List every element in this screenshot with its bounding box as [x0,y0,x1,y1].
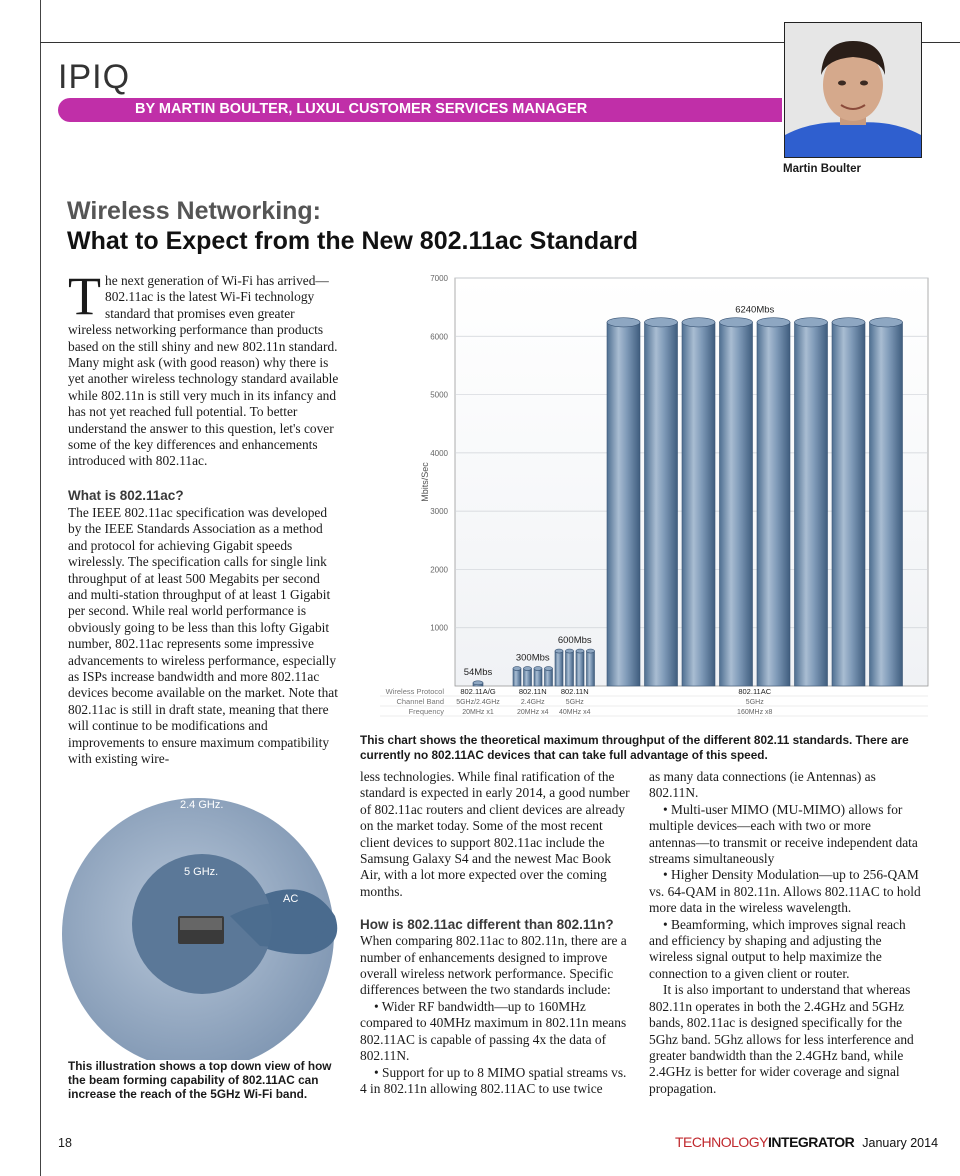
chart-bar-cap [566,649,574,653]
chart-bar [720,322,753,686]
chart-bar-cap [870,318,903,327]
bullet-wider-bandwidth: • Wider RF bandwidth—up to 160MHz compared to 40MHz maximum in 802.11n means 802.11AC is capable of passing 4x the data of 802.11N. [360,998,627,1064]
chart-bar-cap [524,667,532,671]
magazine-name-part-2: INTEGRATOR [768,1134,855,1150]
x-category-band: 5GHz [745,699,764,706]
chart-bar-cap [513,667,521,671]
data-label: 300Mbs [515,652,550,664]
byline: BY MARTIN BOULTER, LUXUL CUSTOMER SERVICES MANAGER [135,101,588,117]
data-label: 6240Mbs [735,304,775,316]
headline-line-1: Wireless Networking: [67,197,322,225]
chart-bar-cap [645,318,678,327]
x-category-protocol: 802.11N [560,687,589,696]
chart-bar-cap [587,649,595,653]
chart-svg [380,268,940,723]
chart-bar [513,669,521,686]
middle-para-1: less technologies. While final ratification of the standard is expected in early 2014, a good number of 802.11ac routers and client devices are already on the market today. Some of the most recent client devices to support 802.11ac include the Samsung Galaxy S4 and the newest Mac Book Air, with a lot more expected over the coming months. [360,769,630,899]
x-category-band: 5GHz/2.4GHz [456,699,500,706]
middle-para-2: When comparing 802.11ac to 802.11n, there are a number of enhancements designed to improve overall wireless network performance. Specific differences between the two standards include: [360,933,627,998]
x-category-protocol: 802.11N [518,687,547,696]
y-tick-label: 6000 [430,332,448,342]
intro-paragraph [68,266,340,470]
outer-label: 2.4 GHz. [180,799,224,811]
chart-bar-cap [473,681,483,685]
x-category-band: 5GHz [565,699,584,706]
chart-bar [757,322,790,686]
x-category-protocol: 802.11A/G [460,687,496,696]
section-label: IPIQ [58,58,131,96]
chart-bar [545,669,553,686]
chart-bar-cap [534,667,542,671]
chart-bar [524,669,532,686]
middle-column [360,769,632,1097]
right-para-2: It is also important to understand that whereas 802.11n operates in both the 2.4GHz and 5GHz bands, 802.11ac is designed specifically for the 5Ghz band. 5Ghz allows for less interference and greater bandwidth than the 2.4GHz band, while 2.4GHz is better for wider coverage and signal propagation. [649,982,914,1096]
chart-bar [566,651,574,686]
row-label: Wireless Protocol [385,687,444,696]
what-is-paragraph: The IEEE 802.11ac specification was developed by the IEEE Standards Association as a method and protocol for achieving Gigabit speeds wirelessly. The specification calls for single link throughput of at least 500 Megabits per second and multi-station throughput of at least 1 Gigabit per second. While real world performance is obviously going to be less than this lofty Gigabit number, 802.11ac represents some impressive advancements to wireless performance, especially as ISPs increase bandwidth and more 802.11ac devices become available on the market. Note that 802.11ac is still in draft state, meaning that there will continue to be modifications and improvements to ensure maximum compatibility with existing wire- [68,505,338,767]
bullet-modulation: • Higher Density Modulation—up to 256-QAM vs. 64-QAM in 802.11n. Allows 802.11AC to hold more data in the wireless wavelength. [649,867,921,916]
chart-bar [534,669,542,686]
chart-bar-cap [682,318,715,327]
bullet-beamforming: • Beamforming, which improves signal reach and efficiency by shaping and adjusting the wireless signal output to help maximize the connection to a given client or router. [649,916,906,981]
x-category-frequency: 40MHz x4 [558,709,591,716]
x-category-frequency: 20MHz x4 [516,709,549,716]
chart-bar [682,322,715,686]
author-photo [784,22,922,158]
left-margin-rule [40,0,41,1176]
row-label: Frequency [408,707,444,716]
beam-label: AC [283,893,299,905]
y-tick-label: 5000 [430,390,448,400]
chart-bar [795,322,828,686]
chart-bar [832,322,865,686]
page-number: 18 [58,1136,72,1150]
intro-text: he next generation of Wi-Fi has arrived—802.11ac is the latest Wi-Fi technology standard that promises even greater wireless networking performance than products based on the still shiny and new 802.11n standard. Many might ask (with good reason) why there is yet another wireless technology standard available while 802.11n is still very much in its infancy and has not yet reached full potential. To better understand the answer to this question, let's cover some of the key differences and enhancements introduced with 802.11ac. [68,273,339,469]
y-tick-label: 2000 [430,565,448,575]
y-axis-label: Mbits/Sec [420,462,430,502]
drop-cap: T [68,266,101,326]
inner-label: 5 GHz. [184,866,219,878]
chart-bar [645,322,678,686]
chart-bar-cap [832,318,865,327]
y-tick-label: 7000 [430,274,448,283]
how-different-heading: How is 802.11ac different than 802.11n? [360,917,614,933]
illustration-caption: This illustration shows a top down view of how the beam forming capability of 802.11AC can increase the reach of the 5GHz Wi-Fi band. [68,1059,332,1101]
bullet-mimo-streams: • Support for up to 8 MIMO spatial streams vs. 4 in 802.11n allowing 802.11AC to use twice [360,1064,627,1096]
x-category-frequency: 20MHz x1 [462,709,494,716]
footer-magazine [675,1134,938,1150]
y-tick-label: 3000 [430,507,448,517]
row-label: Channel Band [396,697,444,706]
headline [67,196,638,256]
chart-bar [587,651,595,686]
y-tick-label: 4000 [430,448,448,458]
beamforming-illustration [60,776,360,1060]
bullet-mu-mimo: • Multi-user MIMO (MU-MIMO) allows for multiple devices—each with two or more antennas—to transmit or receive independent data streams simultaneously [649,801,918,867]
chart-bar-cap [720,318,753,327]
author-caption: Martin Boulter [783,163,861,175]
chart-bar-cap [795,318,828,327]
magazine-name-part-1: TECHNOLOGY [675,1134,769,1150]
data-label: 54Mbs [463,666,493,678]
issue-date: January 2014 [862,1136,939,1150]
chart-bar [607,322,640,686]
right-column [649,769,921,1097]
right-para-1: as many data connections (ie Antennas) as 802.11N. [649,769,876,801]
chart-bar-cap [576,649,584,653]
chart-bar [555,651,563,686]
chart-bar [576,651,584,686]
what-is-heading: What is 802.11ac? [68,488,184,503]
y-tick-label: 1000 [430,623,448,633]
x-category-protocol: 802.11AC [738,687,772,696]
chart-bar [870,322,903,686]
chart-caption: This chart shows the theoretical maximum throughput of the different 802.11 standards. There are currently no 802.11AC devices that can take full advantage of this speed. [360,733,909,762]
headline-line-2: What to Expect from the New 802.11ac Standard [67,227,638,255]
x-category-band: 2.4GHz [520,699,545,706]
x-category-frequency: 160MHz x8 [737,709,773,716]
chart-bar-cap [555,649,563,653]
chart-bar-cap [545,667,553,671]
chart-bar-cap [757,318,790,327]
chart-bar-cap [607,318,640,327]
throughput-chart [380,268,940,723]
data-label: 600Mbs [557,635,592,647]
